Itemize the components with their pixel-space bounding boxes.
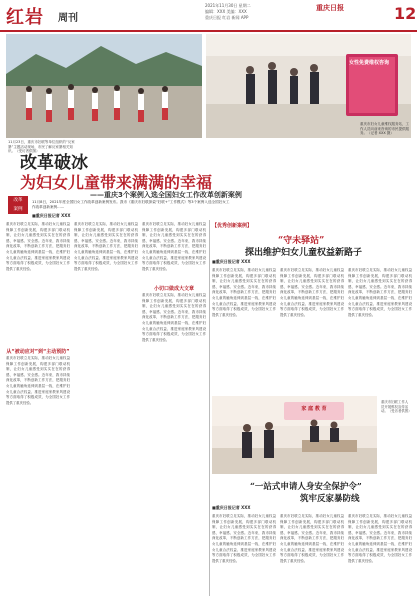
inset-sign: 家 庭 教 育 [301, 406, 327, 412]
story-three-col-2: 重庆市妇联立足实际，推动妇女儿童权益保障工作创新发展，构建多部门联动机制，让妇女儿童感受到实实在在的获得感、幸福感、安全感。近年来，我市持续深化改革，不断创新工作方法，把服务妇女儿童的触角延伸到基层一线，在维护妇女儿童合法权益、推进家庭家教家风建设等方面取得了积极成效，为全国妇女工作提供了重庆经验。 [280, 514, 344, 563]
photo-right-caption: 重庆市妇女儿童维权服务站，工作人员向前来咨询的市民提供服务。（记者 XXX 摄） [360, 122, 409, 135]
story-two-tag: 【优秀创新案例】 [212, 223, 253, 229]
photo-left-image [6, 34, 202, 138]
main-intro: 11月8日，2021年度全国妇女工作改革创新案例发布。我市《重庆市妇联探索“妇联+”工作模式》等3个案例入选全国妇女工作改革创新案例…… [32, 200, 230, 209]
paper-name: 红岩 [6, 7, 44, 28]
badge-reform-line1: 改革 [13, 198, 23, 203]
side-caption: 重庆市妇联工作人员开展维权宣传活动。（受访者供图） [381, 400, 412, 413]
main-body-col-3b: 重庆市妇联立足实际，推动妇女儿童权益保障工作创新发展，构建多部门联动机制，让妇女儿童感受到实实在在的获得感、幸福感、安全感。近年来，我市持续深化改革，不断创新工作方法，把服务妇女儿童的触角延伸到基层一线，在维护妇女儿童合法权益、推进家庭家教家风建设等方面取得了积极成效，为全国妇女工作提供了重庆经验。 [142, 293, 206, 342]
main-subhead: ——重庆3个案例入选全国妇女工作改革创新案例 [90, 191, 242, 199]
main-headline-1: 改革破冰 [20, 153, 88, 173]
story-three-byline: ■重庆日报记者 XXX [212, 505, 251, 510]
story-two-col-1: 重庆市妇联立足实际，推动妇女儿童权益保障工作创新发展，构建多部门联动机制，让妇女儿童感受到实实在在的获得感、幸福感、安全感。近年来，我市持续深化改革，不断创新工作方法，把服务妇女儿童的触角延伸到基层一线，在维护妇女儿童合法权益、推进家庭家教家风建设等方面取得了积极成效，为全国妇女工作提供了重庆经验。 [212, 268, 276, 317]
story-two-col-2: 重庆市妇联立足实际，推动妇女儿童权益保障工作创新发展，构建多部门联动机制，让妇女儿童感受到实实在在的获得感、幸福感、安全感。近年来，我市持续深化改革，不断创新工作方法，把服务妇女儿童的触角延伸到基层一线，在维护妇女儿童合法权益、推进家庭家教家风建设等方面取得了积极成效，为全国妇女工作提供了重庆经验。 [280, 268, 344, 317]
main-headline-2: 为妇女儿童带来满满的幸福 [20, 173, 213, 192]
page-number: 12 [394, 4, 417, 23]
story-two-col-3: 重庆市妇联立足实际，推动妇女儿童权益保障工作创新发展，构建多部门联动机制，让妇女儿童感受到实实在在的获得感、幸福感、安全感。近年来，我市持续深化改革，不断创新工作方法，把服务妇女儿童的触角延伸到基层一线，在维护妇女儿童合法权益、推进家庭家教家风建设等方面取得了积极成效，为全国妇女工作提供了重庆经验。 [348, 268, 412, 317]
story-three-col-3: 重庆市妇联立足实际，推动妇女儿童权益保障工作创新发展，构建多部门联动机制，让妇女儿童感受到实实在在的获得感、幸福感、安全感。近年来，我市持续深化改革，不断创新工作方法，把服务妇女儿童的触角延伸到基层一线，在维护妇女儿童合法权益、推进家庭家教家风建设等方面取得了积极成效，为全国妇女工作提供了重庆经验。 [348, 514, 412, 563]
story-two-byline: ■重庆日报记者 XXX [212, 259, 251, 264]
meta-line: 编辑：XXX 美编：XXX [205, 9, 247, 14]
main-subsection-2: 小切口做成大文章 [153, 286, 194, 292]
main-byline: ■重庆日报记者 XXX [32, 213, 71, 218]
main-subsection-1: 从“被动应对”到“主动预防” [6, 349, 70, 355]
newspaper-logo: 重庆日报 [316, 4, 344, 12]
main-body-col-1: 重庆市妇联立足实际，推动妇女儿童权益保障工作创新发展，构建多部门联动机制，让妇女儿童感受到实实在在的获得感、幸福感、安全感。近年来，我市持续深化改革，不断创新工作方法，把服务妇女儿童的触角延伸到基层一线，在维护妇女儿童合法权益、推进家庭家教家风建设等方面取得了积极成效，为全国妇女工作提供了重庆经验。 [6, 222, 70, 271]
main-body-col-1b: 重庆市妇联立足实际，推动妇女儿童权益保障工作创新发展，构建多部门联动机制，让妇女儿童感受到实实在在的获得感、幸福感、安全感。近年来，我市持续深化改革，不断创新工作方法，把服务妇女儿童的触角延伸到基层一线，在维护妇女儿童合法权益、推进家庭家教家风建设等方面取得了积极成效，为全国妇女工作提供了重庆经验。 [6, 356, 70, 405]
photo-left [6, 34, 202, 138]
story-three-col-1: 重庆市妇联立足实际，推动妇女儿童权益保障工作创新发展，构建多部门联动机制，让妇女儿童感受到实实在在的获得感、幸福感、安全感。近年来，我市持续深化改革，不断创新工作方法，把服务妇女儿童的触角延伸到基层一线，在维护妇女儿童合法权益、推进家庭家教家风建设等方面取得了积极成效，为全国妇女工作提供了重庆经验。 [212, 514, 276, 563]
main-body-col-2: 重庆市妇联立足实际，推动妇女儿童权益保障工作创新发展，构建多部门联动机制，让妇女儿童感受到实实在在的获得感、幸福感、安全感。近年来，我市持续深化改革，不断创新工作方法，把服务妇女儿童的触角延伸到基层一线，在维护妇女儿童合法权益、推进家庭家教家风建设等方面取得了积极成效，为全国妇女工作提供了重庆经验。 [74, 222, 138, 271]
meta-line: 2021年11月30日 星期二 [205, 3, 251, 8]
story-three-headline-2: 筑牢反家暴防线 [300, 494, 360, 504]
story-two-headline-2: 探出维护妇女儿童权益新路子 [245, 248, 363, 258]
badge-reform-line2: 案例 [13, 207, 23, 212]
badge-reform [8, 196, 28, 214]
section-name: 周刊 [58, 13, 78, 24]
column-divider [209, 220, 210, 596]
sign-text: 女性免费维权咨询 [349, 60, 390, 66]
story-two-headline-1: “守未驿站” [278, 236, 325, 246]
meta-line: 重庆日报 红岩 新闻 APP [205, 15, 249, 20]
photo-left-caption: 11月23日，重庆市妇联等单位组织的“反家暴”主题活动现场，市民了解反家暴相关知识。（受访者供图） [8, 140, 75, 153]
main-body-col-3: 重庆市妇联立足实际，推动妇女儿童权益保障工作创新发展，构建多部门联动机制，让妇女儿童感受到实实在在的获得感、幸福感、安全感。近年来，我市持续深化改革，不断创新工作方法，把服务妇女儿童的触角延伸到基层一线，在维护妇女儿童合法权益、推进家庭家教家风建设等方面取得了积极成效，为全国妇女工作提供了重庆经验。 [142, 222, 206, 271]
story-three-headline-1: “一站式申请人身安全保护令” [250, 482, 362, 492]
